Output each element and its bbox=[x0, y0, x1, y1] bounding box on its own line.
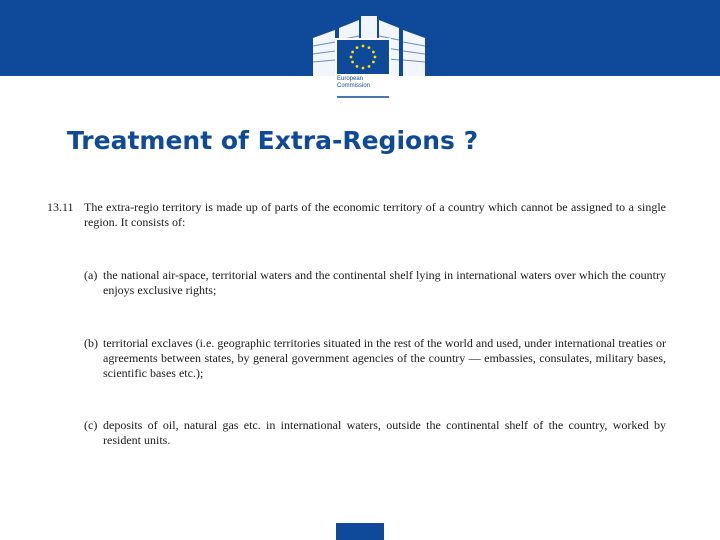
list-item-text-c: deposits of oil, natural gas etc. in international waters, outside the continental shelf of the country, worked by resident units. bbox=[103, 418, 666, 447]
list-item-letter-c: (c) bbox=[84, 418, 98, 432]
list-item-text-b: territorial exclaves (i.e. geographic territories situated in the rest of the world and used, under international treaties or agreements between states, by general government agencies of the country — embassies, consulates, military bases, scientific bases etc.); bbox=[103, 336, 666, 380]
slide-title: Treatment of Extra-Regions ? bbox=[67, 126, 479, 155]
paragraph-text: The extra-regio territory is made up of parts of the economic territory of a country which cannot be assigned to a single region. It consists of: bbox=[84, 200, 666, 229]
footer-bar bbox=[336, 523, 384, 540]
logo-caption bbox=[337, 76, 383, 90]
paragraph-number: 13.11 bbox=[47, 200, 74, 214]
list-item-text-a: the national air-space, territorial waters and the continental shelf lying in international waters over which the country enjoys exclusive rights; bbox=[103, 268, 666, 297]
list-item-letter-a: (a) bbox=[84, 268, 98, 282]
list-item-letter-b: (b) bbox=[84, 336, 98, 350]
logo-caption-line1: European bbox=[337, 76, 364, 82]
logo-caption-line2: Commission bbox=[337, 83, 371, 89]
